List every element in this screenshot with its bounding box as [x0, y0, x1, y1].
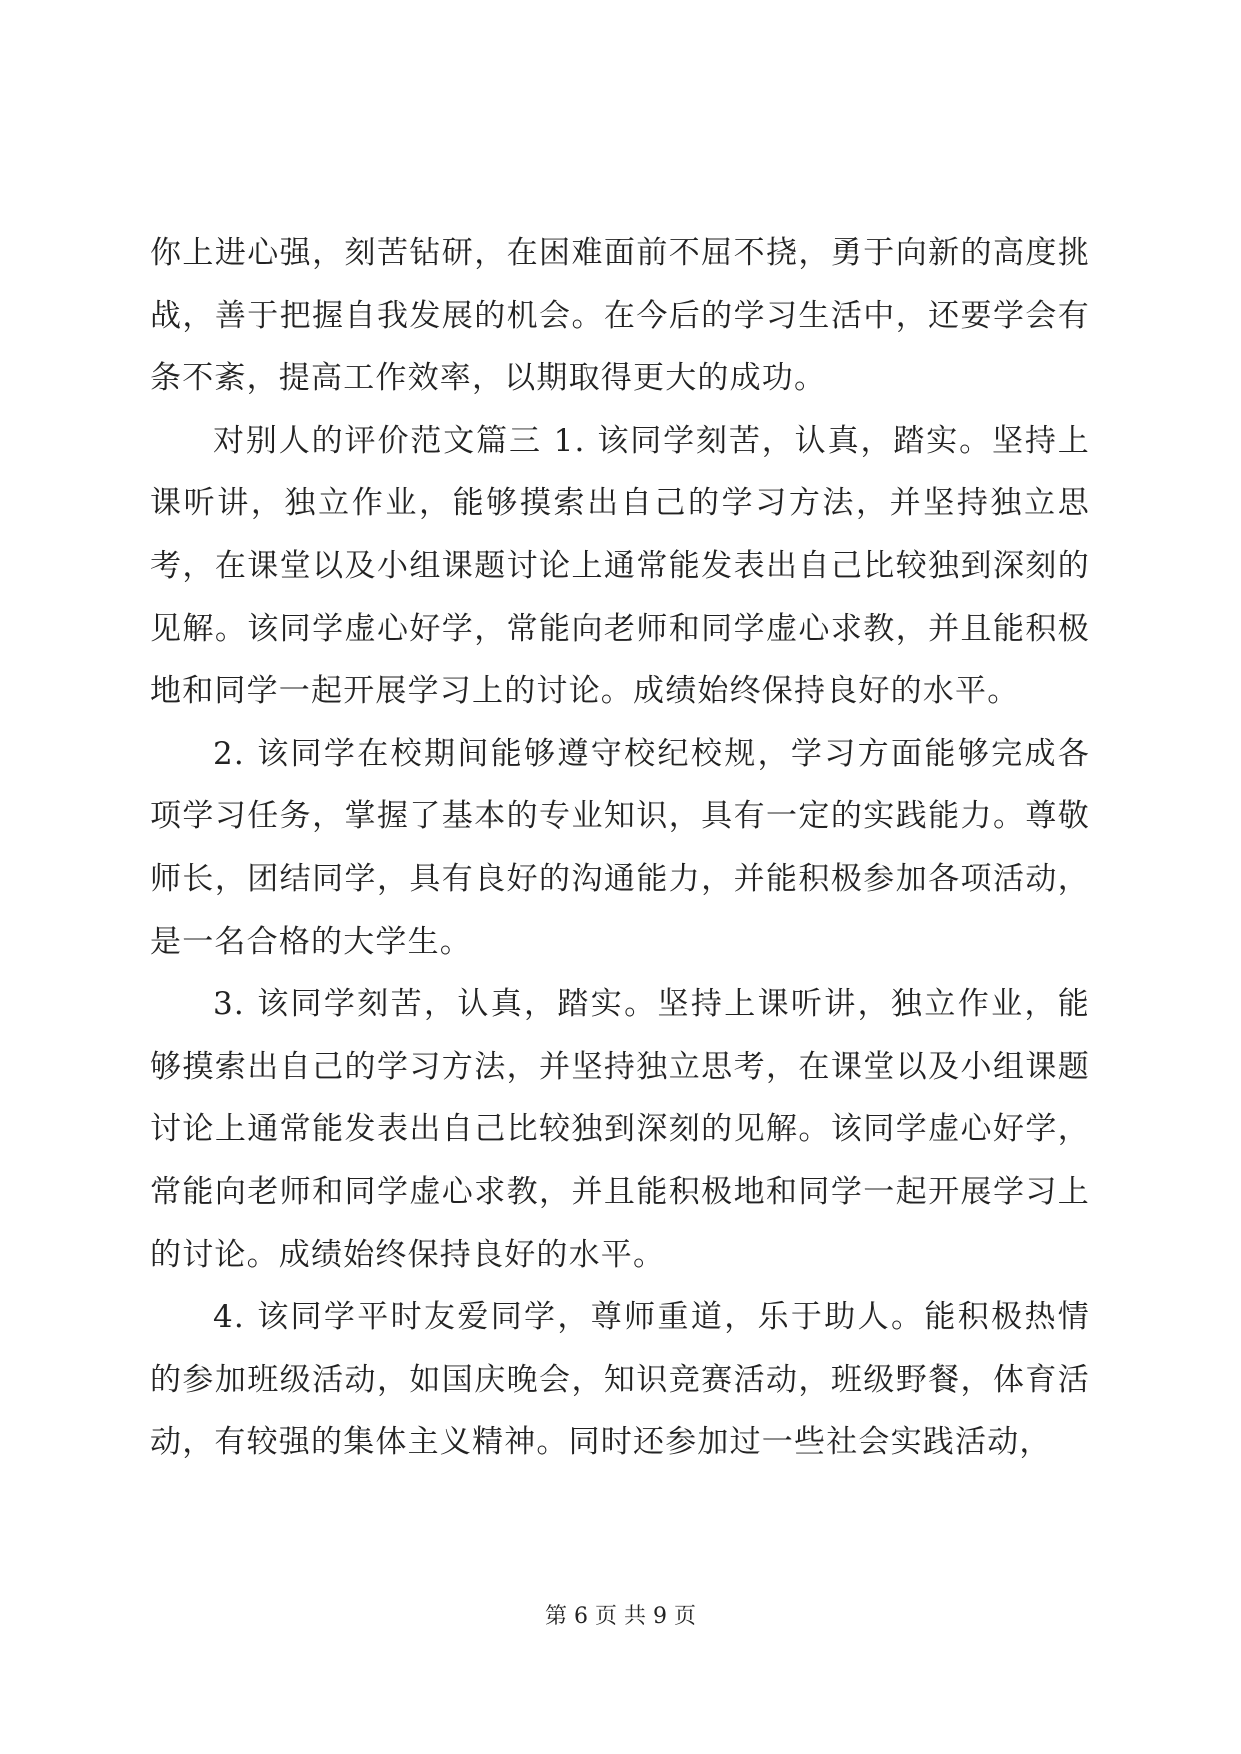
paragraph-5: 4. 该同学平时友爱同学，尊师重道，乐于助人。能积极热情的参加班级活动，如国庆晚会，知识竞赛活动，班级野餐，体育活动，有较强的集体主义精神。同时还参加过一些社会实践活动， — [150, 1299, 1090, 1461]
paragraph-4: 3. 该同学刻苦，认真，踏实。坚持上课听讲，独立作业，能够摸索出自己的学习方法，并坚持独立思考，在课堂以及小组课题讨论上通常能发表出自己比较独到深刻的见解。该同学虚心好学，常能向老师和同学虚心求教，并且能积极地和同学一起开展学习上的讨论。成绩始终保持良好的水平。 — [150, 986, 1090, 1273]
page-number-footer: 第 6 页 共 9 页 — [545, 1604, 696, 1629]
paragraph-3: 2. 该同学在校期间能够遵守校纪校规，学习方面能够完成各项学习任务，掌握了基本的专业知识，具有一定的实践能力。尊敬师长，团结同学，具有良好的沟通能力，并能积极参加各项活动，是一名合格的大学生。 — [150, 735, 1090, 960]
paragraph-2: 对别人的评价范文篇三 1. 该同学刻苦，认真，踏实。坚持上课听讲，独立作业，能够摸索出自己的学习方法，并坚持独立思考，在课堂以及小组课题讨论上通常能发表出自己比较独到深刻的见解。该同学虚心好学，常能向老师和同学虚心求教，并且能积极地和同学一起开展学习上的讨论。成绩始终保持良好的水平。 — [150, 422, 1090, 710]
paragraph-1: 你上进心强，刻苦钻研，在困难面前不屈不挠，勇于向新的高度挑战，善于把握自我发展的机会。在今后的学习生活中，还要学会有条不紊，提高工作效率，以期取得更大的成功。 — [150, 235, 1090, 397]
document-body — [150, 222, 1090, 1474]
